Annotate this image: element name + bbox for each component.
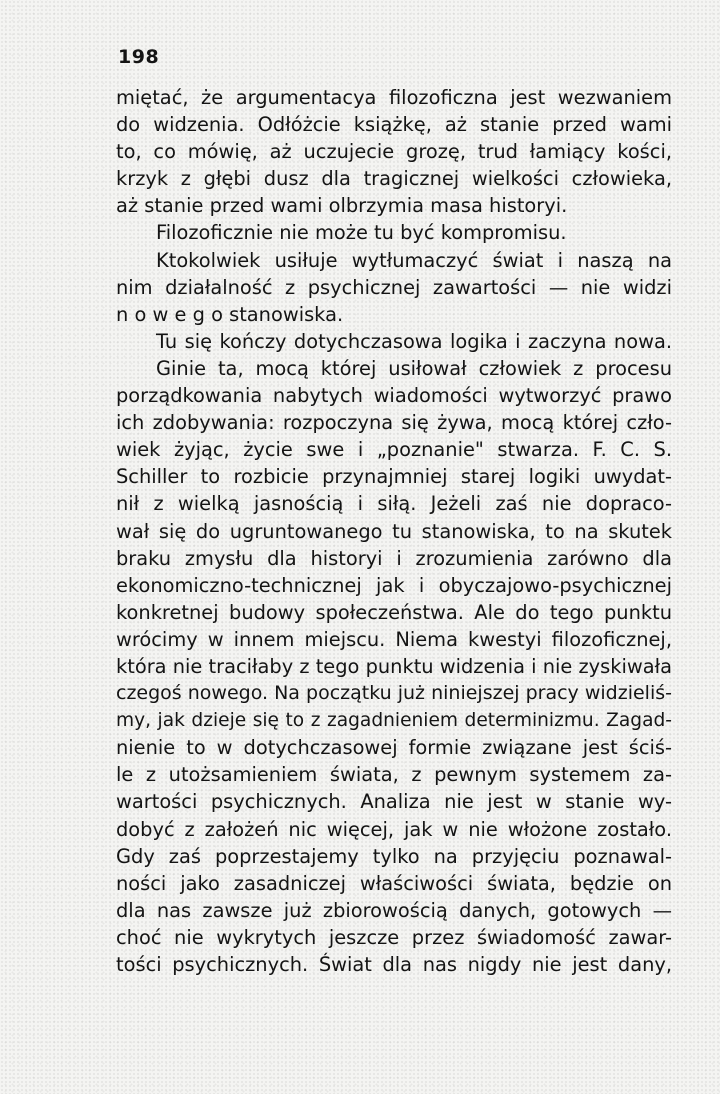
text-line: krzyk z głębi dusz dla tragicznej wielkości człowieka,: [116, 167, 672, 191]
text-line: wiek żyjąc, życie swe i „poznanie" stwarza. F. C. S.: [116, 438, 672, 462]
text-line: czegoś nowego. Na początku już niniejszej pracy widzieliś-: [116, 682, 672, 705]
text-line: wrócimy w innem miejscu. Niema kwestyi filozoficznej,: [116, 627, 672, 651]
text-line: konkretnej budowy społeczeństwa. Ale do tego punktu: [116, 600, 672, 624]
text-line: Tu się kończy dotychczasowa logika i zaczyna nowa.: [156, 329, 672, 353]
text-line: Gdy zaś poprzestajemy tylko na przyjęciu poznawal-: [116, 844, 672, 868]
text-line: braku zmysłu dla historyi i zrozumienia zarówno dla: [116, 546, 672, 570]
text-line: n o w e g o stanowiska.: [116, 302, 344, 326]
text-line: le z utożsamieniem świata, z pewnym systemem za-: [116, 763, 672, 787]
text-line: do widzenia. Odłóżcie książkę, aż stanie przed wami: [116, 113, 672, 137]
text-line: choć nie wykrytych jeszcze przez świadomość zawar-: [116, 925, 672, 949]
text-line: nił z wielką jasnością i siłą. Jeżeli zaś nie dopraco-: [116, 492, 672, 516]
text-line: dobyć z założeń nic więcej, jak w nie włożone zostało.: [116, 817, 672, 841]
text-line: Filozoficznie nie może tu być kompromisu.: [156, 221, 567, 245]
text-line: ności jako zasadniczej właściwości świata, będzie on: [116, 871, 672, 895]
text-line: Ginie ta, mocą której usiłował człowiek z procesu: [156, 356, 672, 380]
text-line: tości psychicznych. Świat dla nas nigdy nie jest dany,: [116, 953, 672, 976]
text-line: aż stanie przed wami olbrzymia masa historyi.: [116, 194, 568, 218]
text-line: nienie to w dotychczasowej formie związane jest ściś-: [116, 736, 672, 760]
text-line: my, jak dzieje się to z zagadnieniem determinizmu. Zagad-: [116, 710, 672, 732]
text-line: która nie traciłaby z tego punktu widzenia i nie zyskiwała: [116, 654, 672, 678]
text-line: Ktokolwiek usiłuje wytłumaczyć świat i naszą na: [156, 248, 672, 272]
text-line: miętać, że argumentacya filozoficzna jest wezwaniem: [116, 86, 672, 109]
text-line: ich zdobywania: rozpoczyna się żywa, mocą której czło-: [116, 411, 672, 435]
text-line: dla nas zawsze już zbiorowością danych, gotowych —: [116, 898, 672, 922]
text-line: to, co mówię, aż uczujecie grozę, trud łamiący kości,: [116, 140, 672, 164]
text-line: porządkowania nabytych wiadomości wytworzyć prawo: [116, 384, 672, 408]
text-line: Schiller to rozbicie przynajmniej starej logiki uwydat-: [116, 465, 672, 489]
text-line: wał się do ugruntowanego tu stanowiska, to na skutek: [116, 519, 672, 543]
text-line: nim działalność z psychicznej zawartości — nie widzi: [116, 275, 672, 299]
text-line: wartości psychicznych. Analiza nie jest w stanie wy-: [116, 790, 672, 814]
body-text: [116, 84, 672, 978]
page-number: 198: [118, 46, 160, 68]
text-line: ekonomiczno-technicznej jak i obyczajowo-psychicznej: [116, 573, 672, 597]
